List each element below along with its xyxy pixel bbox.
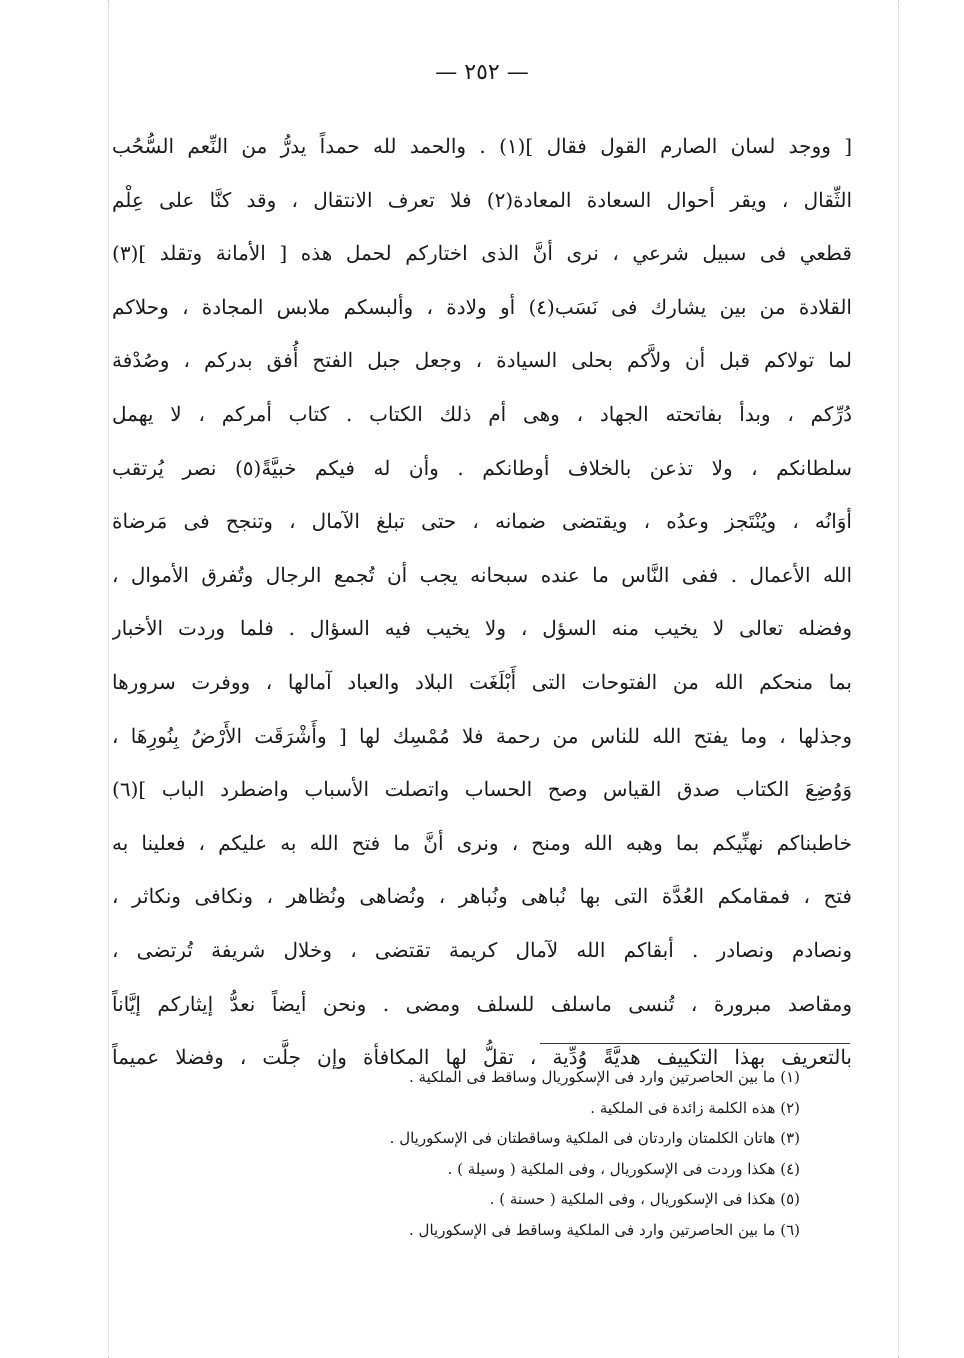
text-line: دُرِّكم ، وبدأ بفاتحته الجهاد ، وهى أم ذلك الكتاب . كتاب أمركم ، لا يهمل [112, 401, 852, 426]
text-line: وَوُضِعَ الكتاب صدق القياس وصح الحساب واتصلت الأسباب واضطرد الباب ](٦) [112, 777, 852, 802]
text-line: فتح ، فمقامكم العُدَّة التى بها نُباهى ونُباهر ، ونُضاهى ونُظاهر ، ونكافى ونكاثر ، [112, 884, 852, 909]
text-line: أوَانُه ، ويُنْتَجز وعدُه ، ويقتضى ضمانه ، حتى تبلغ الآمال ، وتنجح فى مَرضاة [112, 509, 852, 534]
scan-margin-dots-right [898, 0, 899, 1358]
page-number: — ٢٥٢ — [435, 60, 529, 85]
scan-margin-dots [108, 0, 109, 1358]
footnote-item: (٣) هاتان الكلمتان واردتان فى الملكية وساقطتان فى الإسكوريال . [389, 1129, 800, 1148]
text-line: قطعي فى سبيل شرعي ، نرى أنَّ الذى اختاركم لحمل هذه [ الأمانة وتقلد ](٣) [112, 241, 852, 266]
text-line: وجذلها ، وما يفتح الله للناس من رحمة فلا مُمْسِك لها [ وأَشْرَقَت الأَرْضُ بِنُورِهَا ، [112, 723, 852, 748]
footnotes [300, 1062, 800, 1246]
text-line: ومقاصد مبرورة ، تُنسى ماسلف للسلف ومضى . ونحن أيضاً نعدُّ إيثاركم إيَّاناً [112, 991, 852, 1016]
footnote-item: (٦) ما بين الحاصرتين وارد فى الملكية وساقط فى الإسكوريال . [409, 1220, 800, 1239]
footnote-separator [540, 1043, 850, 1044]
text-line: بالتعريف بهذا التكييف هديَّةً وُدِّية ، تقلُّ لها المكافأة وإن جلَّت ، وفضلا عميماً [112, 1045, 852, 1070]
footnote-item: (٢) هذه الكلمة زائدة فى الملكية . [590, 1098, 800, 1117]
text-line: وفضله تعالى لا يخيب منه السؤل ، ولا يخيب فيه السؤال . فلما وردت الأخبار [112, 616, 852, 641]
text-line: الله الأعمال . ففى النَّاس ما عنده سبحانه يجب أن تُجمع الرجال وتُفرق الأموال ، [112, 562, 852, 587]
text-line: ونصادم ونصادر . أبقاكم الله لآمال كريمة تقتضى ، وخلال شريفة تُرتضى ، [112, 937, 852, 962]
footnote-item: (١) ما بين الحاصرتين وارد فى الإسكوريال وساقط فى الملكية . [409, 1068, 800, 1086]
footnote-item: (٤) هكذا وردت فى الإسكوريال ، وفى الملكية ( وسيلة ) . [447, 1159, 800, 1178]
text-line: سلطانكم ، ولا تذعن بالخلاف أوطانكم . وأن له فيكم خبيَّةً(٥) نصر يُرتقب [112, 455, 852, 480]
text-line: خاطبناكم نهنِّيكم بما وهبه الله ومنح ، ونرى أنَّ ما فتح الله به عليكم ، فعلينا به [112, 830, 852, 855]
body-text [112, 120, 852, 1085]
text-line: [ ووجد لسان الصارم القول فقال ](١) . والحمد لله حمداً يدرُّ من النِّعم السُّحُب [112, 134, 852, 158]
text-line: بما منحكم الله من الفتوحات التى أَبْلَغَت البلاد والعباد آمالها ، ووفرت سرورها [112, 669, 852, 694]
text-line: الثِّقال ، ويقر أحوال السعادة المعادة(٢) فلا تعرف الانتقال ، وقد كنَّا على عِلْم [112, 187, 852, 212]
footnote-item: (٥) هكذا فى الإسكوريال ، وفى الملكية ( حسنة ) . [489, 1190, 800, 1209]
text-line: القلادة من بين يشارك فى نَسَب(٤) أو ولادة ، وألبسكم ملابس المجادة ، وحلاكم [112, 294, 852, 319]
text-line: لما تولاكم قبل أن ولاَّكم بحلى السيادة ، وجعل جبل الفتح أُفق بدركم ، وصُدْفة [112, 348, 852, 373]
